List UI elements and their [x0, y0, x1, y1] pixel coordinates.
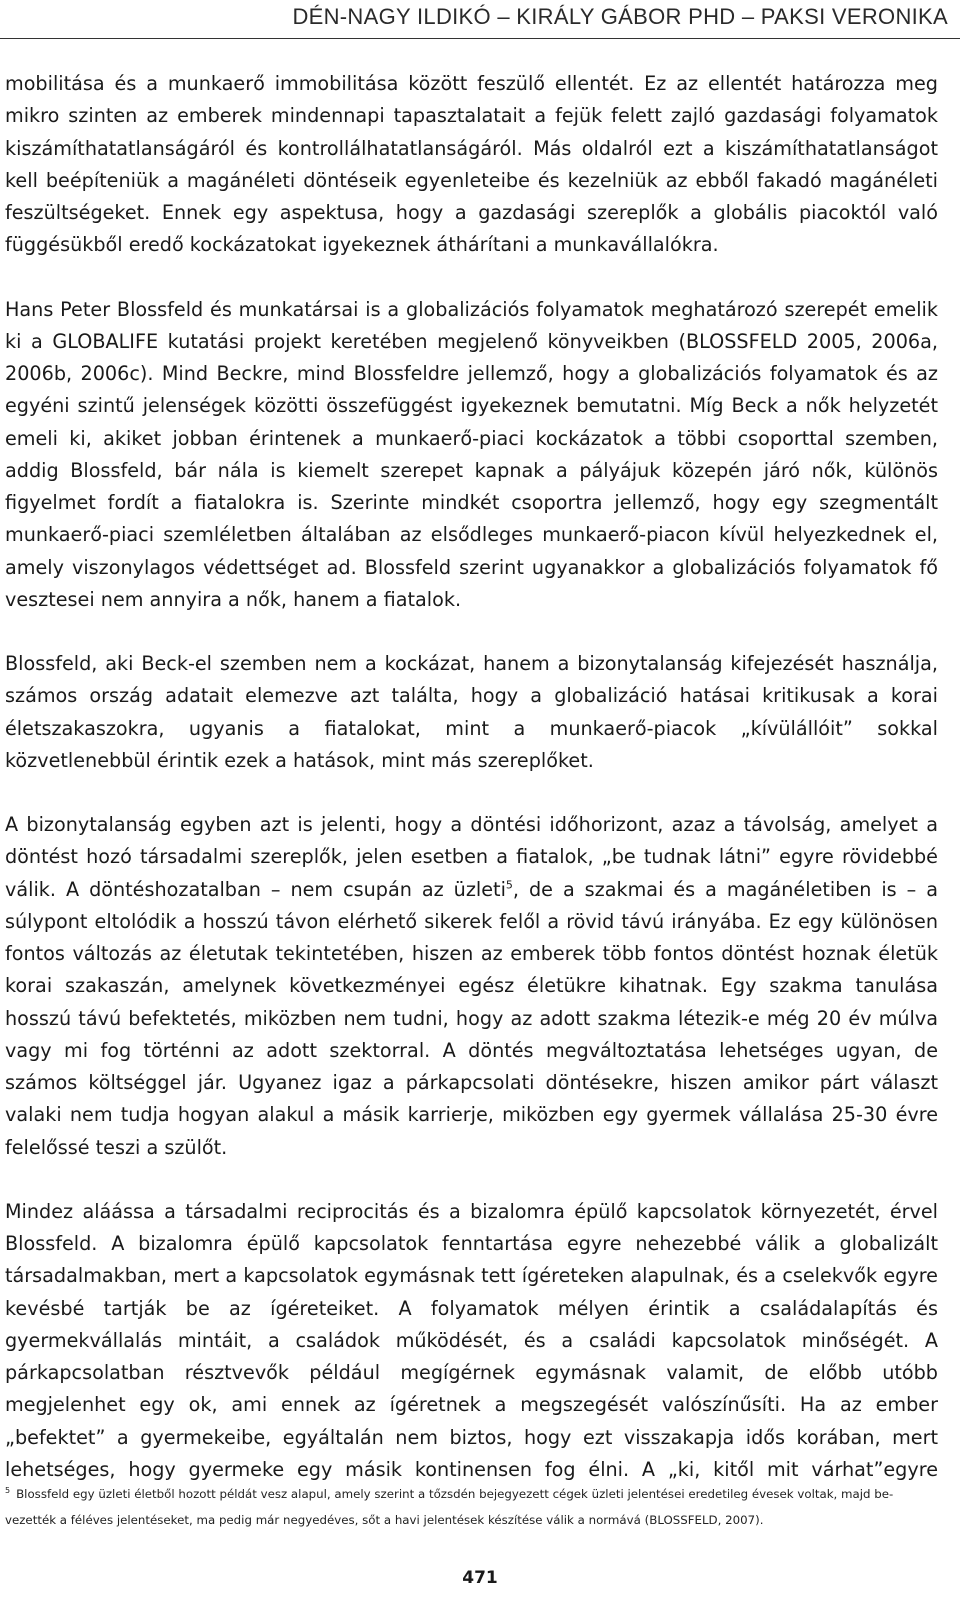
paragraph-1: mobilitása és a munkaerő immobilitása között feszülő ellentét. Ez az ellentét határozza meg mikro szinten az emberek mindennapi tapasztalatait a fejük felett zajló gazdasági folyamatok kiszámíthatatlanságáról és kontrollálhatatlanságáról. Más oldalról ezt a kiszámíthatatlanságot kell beépíteniük a magánéleti döntéseik egyenleteibe és kezelniük az ebből fakadó magánéleti feszültségeket. Ennek egy aspektusa, hogy a gazdasági szereplők a globális piacoktól való függésükből eredő kockázatokat igyekeznek áthárítani a munkavállalókra. — [5, 72, 938, 257]
body-text — [5, 68, 938, 1486]
paragraph-5: Mindez aláássa a társadalmi reciprocitás és a bizalomra épülő kapcsolatok környezetét, érvel Blossfeld. A bizalomra épülő kapcsolatok fenntartása egyre nehezebbé válik a globalizált társadalmakban, mert a kapcsolatok egymásnak tett ígéreteken alapulnak, és a cselekvők egyre kevésbé tartják be az ígéreteiket. A folyamatok mélyen érintik a családalapítás és gyermekvállalás mintáit, a családok működését, és a családi kapcsolatok minőségét. A párkapcsolatban résztvevők például megígérnek egymásnak valamit, de előbb utóbb megjelenhet egy ok, ami ennek az ígéretnek a megszegését valószínűsíti. Ha az ember „befektet” a gyermekeibe, egyáltalán nem biztos, hogy ezt visszakapja idős korában, mert lehetséges, hogy gyermeke egy másik kontinensen fog élni. A „ki, kitől mit várhat”egyre — [5, 1199, 938, 1481]
paragraph-4 — [5, 809, 938, 1164]
running-header: DÉN-NAGY ILDIKÓ – KIRÁLY GÁBOR PHD – PAKSI VERONIKA — [292, 4, 948, 29]
footnote-text: Blossfeld egy üzleti életből hozott példát vesz alapul, amely szerint a tőzsdén bejegyezett cégek üzleti jelentései eredetileg évesek voltak, majd bevezették a féléves jelentéseket, ma pedig már negyedéves, sőt a havi jelentések készítése válik a normává (BLOSSFELD, 2007). — [5, 1487, 894, 1527]
paragraph-4-part-2: , de a szakmai és a magánéletiben is – a súlypont eltolódik a hosszú távon elérhető sikerek felől a rövid távú irányába. Ez egy különösen fontos változás az életutak tekintetében, hiszen az emberek több fontos döntést hoznak életük korai szakaszán, amelynek következményei egész életükre kihatnak. Egy szakma tanulása hosszú távú befektetés, miközben nem tudni, hogy az adott szakma létezik-e még 20 év múlva vagy mi fog történni az adott szektorral. A döntés megváltoztatása lehetséges ugyan, de számos költséggel jár. Ugyanez igaz a párkapcsolati döntésekre, hiszen amikor párt választ valaki nem tudja hogyan alakul a másik karrierje, miközben egy gyermek vállalása 25-30 évre felelőssé teszi a szülőt. — [5, 877, 938, 1159]
footnote — [5, 1481, 935, 1533]
header-rule — [0, 38, 960, 39]
paragraph-2: Hans Peter Blossfeld és munkatársai is a globalizációs folyamatok meghatározó szerepét emelik ki a GLOBALIFE kutatási projekt keretében megjelenő könyveikben (BLOSSFELD 2005, 2006a, 2006b, 2006c). Mind Beckre, mind Blossfeldre jellemző, hogy a globalizációs folyamatok és az egyéni szintű jelenségek közötti összefüggést igyekeznek bemutatni. Míg Beck a nők helyzetét emeli ki, akiket jobban érintenek a munkaerő-piaci kockázatok a többi csoporttal szemben, addig Blossfeld, bár nála is kiemelt szerepet kapnak a pályájuk közepén járó nők, különös figyelmet fordít a fiatalokra is. Szerinte mindkét csoportra jellemző, hogy egy szegmentált munkaerő-piaci szemléletben általában az elsődleges munkaerő-piacon kívül helyezkednek el, amely viszonylagos védettséget ad. Blossfeld szerint ugyanakkor a globalizációs folyamatok fő vesztesei nem annyira a nők, hanem a fiatalok. — [5, 297, 938, 611]
footnote-reference: 5 — [505, 878, 513, 892]
footnote-number: 5 — [5, 1486, 11, 1496]
page-number: 471 — [462, 1568, 498, 1588]
paragraph-3: Blossfeld, aki Beck-el szemben nem a kockázat, hanem a bizonytalanság kifejezését használja, számos ország adatait elemezve azt találta, hogy a globalizáció hatásai kritikusak a korai életszakaszokra, ugyanis a fiatalokat, mint a munkaerő-piacok „kívülállóit” sokkal közvetlenebbül érintik ezek a hatások, mint más szereplőket. — [5, 652, 938, 772]
paragraph-4-part-1: A bizonytalanság egyben azt is jelenti, hogy a döntési időhorizont, azaz a távolság, amelyet a döntést hozó társadalmi szereplők, jelen esetben a fiatalok, „be tudnak látni” egyre rövidebbé válik. A döntéshozatalban – nem csupán az üzleti — [5, 813, 938, 901]
